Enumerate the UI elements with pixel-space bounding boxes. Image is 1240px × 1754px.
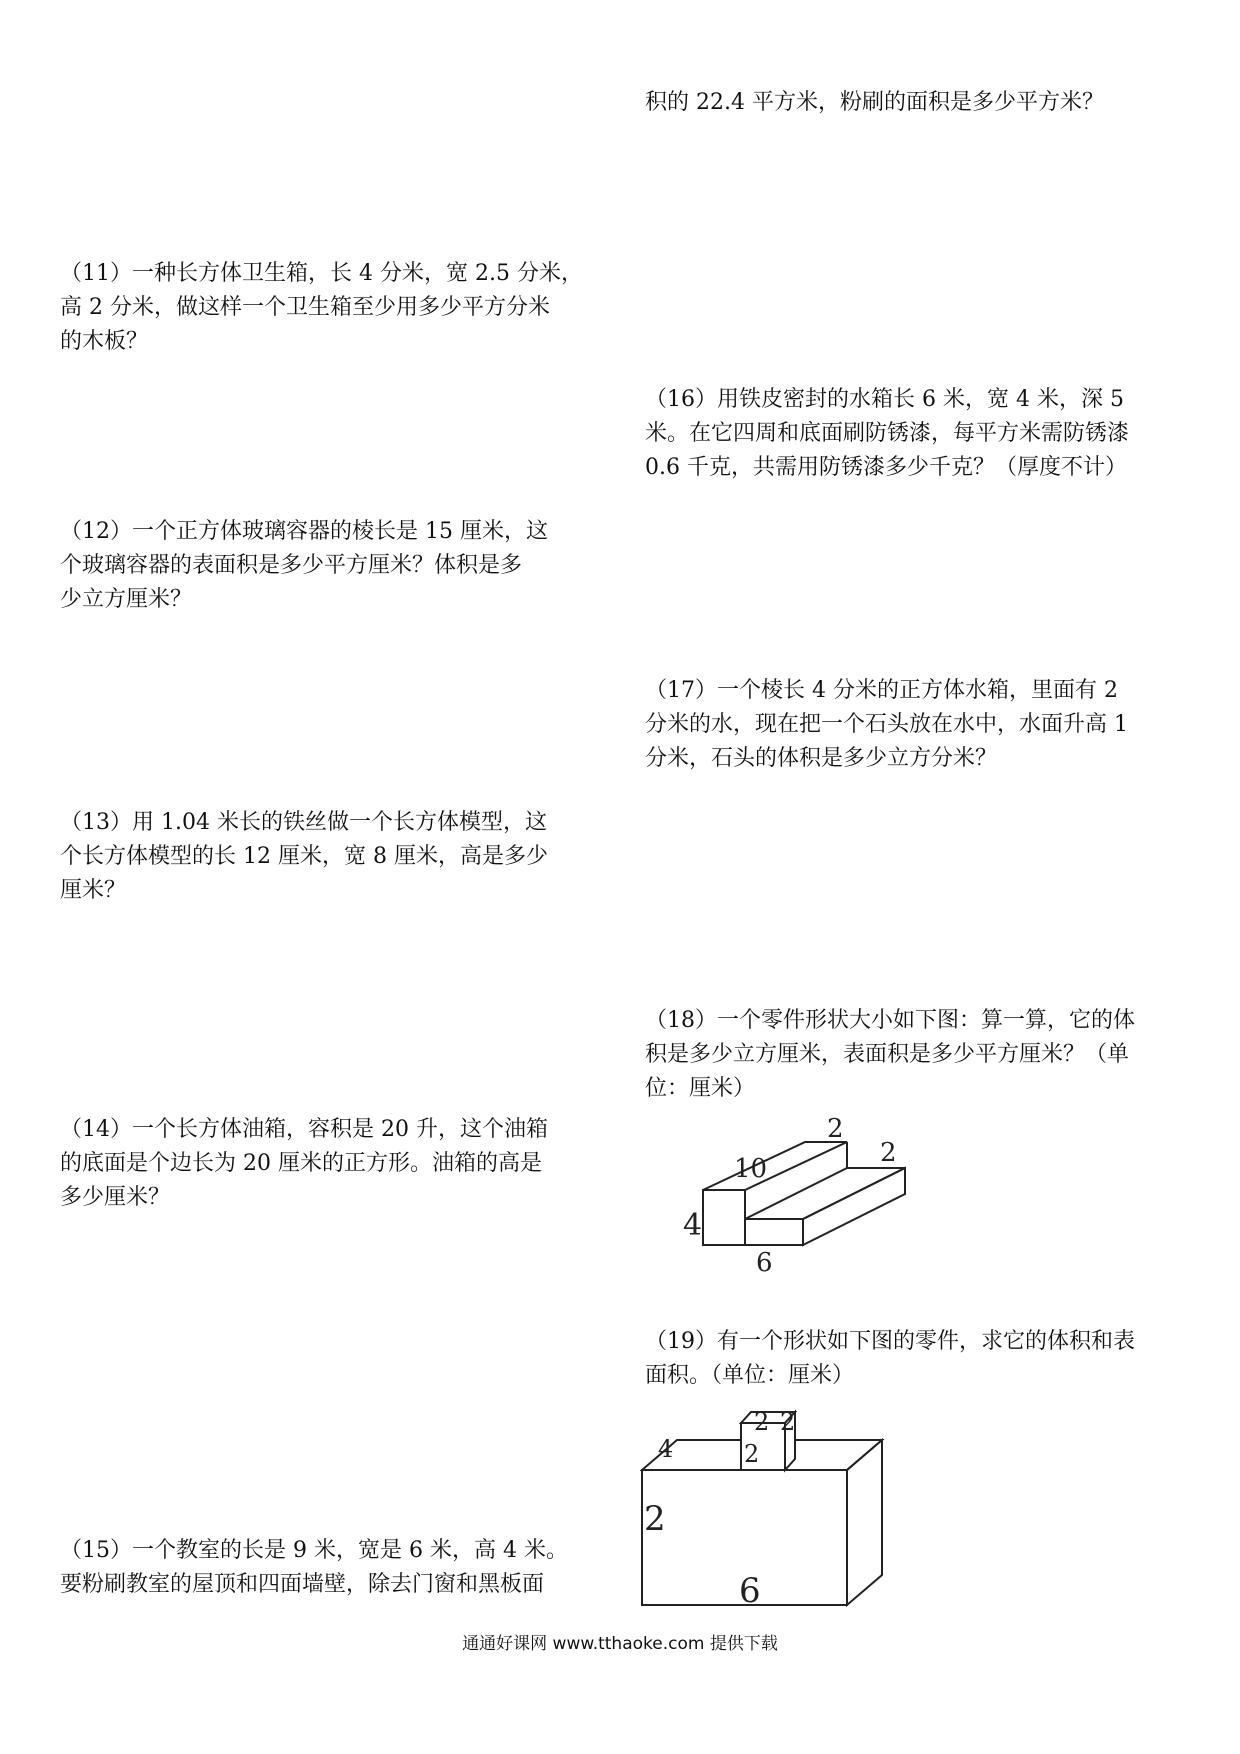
figure-18-tall-front (703, 1190, 745, 1245)
question-line: 分米，石头的体积是多少立方分米？ (645, 746, 998, 771)
figure-19-label-cube-top-b: 2 (780, 1408, 796, 1436)
figure-18-label-top-width: 2 (827, 1114, 844, 1144)
question-line: （11）一种长方体卫生箱，长 4 分米，宽 2.5 分米， (60, 261, 583, 286)
question-line: 个长方体模型的长 12 厘米，宽 8 厘米，高是多少 (60, 844, 548, 869)
question-line: 的木板？ (60, 329, 149, 354)
question-18 (645, 1004, 1190, 1106)
figure-18-label-length: 10 (734, 1154, 768, 1184)
question-19 (645, 1325, 1190, 1393)
figure-18-label-step-width: 2 (880, 1138, 897, 1168)
question-line: （15）一个教室的长是 9 米，宽是 6 米，高 4 米。 (60, 1538, 568, 1563)
question-13 (60, 806, 600, 908)
question-12 (60, 515, 600, 617)
question-11 (60, 257, 600, 359)
question-line: 的底面是个边长为 20 厘米的正方形。油箱的高是 (60, 1151, 542, 1176)
question-15-continuation (645, 86, 1190, 120)
question-17 (645, 674, 1190, 776)
question-line: 位：厘米） (645, 1076, 756, 1101)
question-line: 0.6 千克，共需用防锈漆多少千克？（厚度不计） (645, 455, 1127, 480)
question-line: 米。在它四周和底面刷防锈漆，每平方米需防锈漆 (645, 421, 1130, 446)
figure-19-box-with-cube (640, 1390, 895, 1610)
figure-19-label-cube-front: 2 (744, 1440, 760, 1468)
question-16 (645, 383, 1190, 485)
question-line: 积是多少立方厘米，表面积是多少平方厘米？（单 (645, 1042, 1130, 1067)
figure-19-box-side (847, 1440, 882, 1605)
footer-source: 通通好课网 www.tthaoke.com 提供下载 (462, 1634, 778, 1654)
question-line: 分米的水，现在把一个石头放在水中，水面升高 1 (645, 712, 1128, 737)
figure-18-low-top (745, 1168, 905, 1219)
question-line: 少立方厘米？ (60, 587, 193, 612)
question-15 (60, 1534, 600, 1602)
figure-19-label-depth: 4 (658, 1435, 674, 1463)
question-line: 面积。（单位：厘米） (645, 1363, 855, 1388)
figure-18-low-front (745, 1219, 803, 1245)
question-line: 高 2 分米，做这样一个卫生箱至少用多少平方分米 (60, 295, 550, 320)
question-line: （16）用铁皮密封的水箱长 6 米，宽 4 米，深 5 (645, 387, 1124, 412)
question-line: 积的 22.4 平方米，粉刷的面积是多少平方米？ (645, 90, 1104, 115)
question-line: （14）一个长方体油箱，容积是 20 升，这个油箱 (60, 1117, 548, 1142)
figure-18-tall-top (703, 1142, 847, 1190)
figure-18-step-part (680, 1105, 940, 1280)
question-line: 厘米？ (60, 878, 127, 903)
figure-18-low-side (803, 1168, 905, 1245)
question-line: （19）有一个形状如下图的零件，求它的体积和表 (645, 1329, 1135, 1354)
question-14 (60, 1113, 600, 1215)
figure-19-label-length: 6 (739, 1571, 761, 1610)
figure-18-label-bottom: 6 (756, 1248, 773, 1278)
figure-18-label-height: 4 (683, 1208, 703, 1243)
question-line: 个玻璃容器的表面积是多少平方厘米？体积是多 (60, 553, 523, 578)
figure-19-label-height: 2 (644, 1499, 666, 1539)
question-line: （17）一个棱长 4 分米的正方体水箱，里面有 2 (645, 678, 1118, 703)
figure-19-label-cube-top-a: 2 (754, 1408, 770, 1436)
question-line: （12）一个正方体玻璃容器的棱长是 15 厘米，这 (60, 519, 548, 544)
question-line: （13）用 1.04 米长的铁丝做一个长方体模型，这 (60, 810, 547, 835)
question-line: 要粉刷教室的屋顶和四面墙壁，除去门窗和黑板面 (60, 1572, 545, 1597)
question-line: （18）一个零件形状大小如下图：算一算，它的体 (645, 1008, 1135, 1033)
question-line: 多少厘米？ (60, 1185, 171, 1210)
